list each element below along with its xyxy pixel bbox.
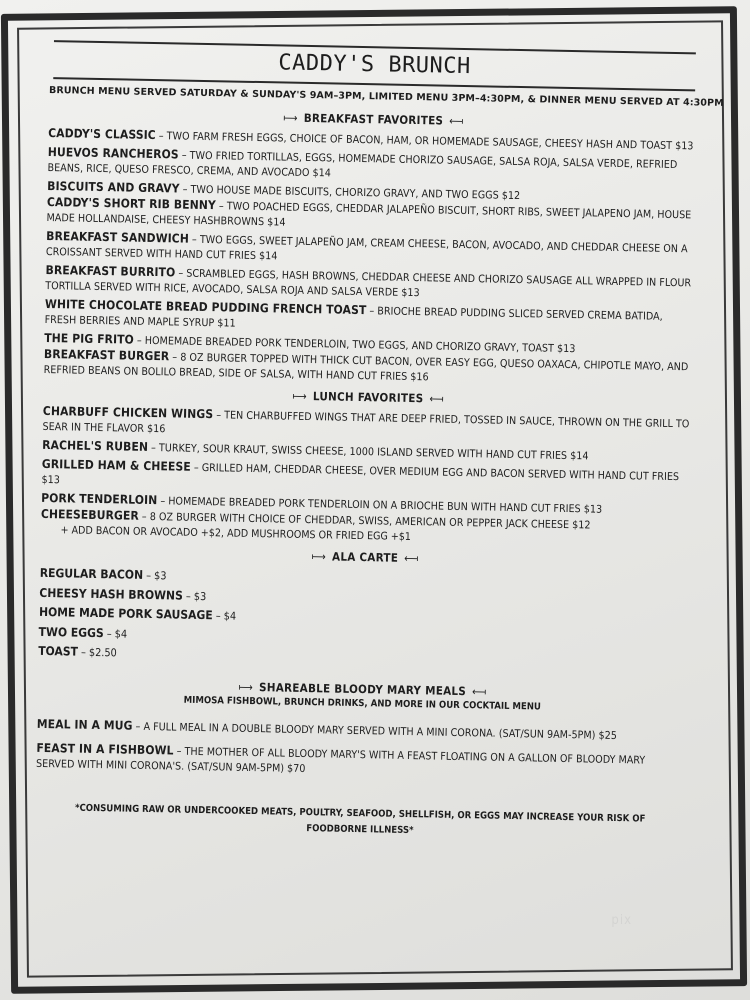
item-description: – TURKEY, SOUR KRAUT, SWISS CHEESE, 1000 ISLAND SERVED WITH HAND CUT FRIES $14 (147, 441, 589, 463)
item-name: MEAL IN A MUG (36, 716, 133, 733)
arrow-left-icon: ⟻ (404, 551, 419, 566)
section-subheading: MIMOSA FISHBOWL, BRUNCH DRINKS, AND MORE IN OUR COCKTAIL MENU (183, 694, 542, 713)
section-heading-breakfast: ⟼ BREAKFAST FAVORITES ⟻ (283, 110, 464, 128)
arrow-left-icon: ⟻ (449, 114, 464, 128)
service-hours: BRUNCH MENU SERVED SATURDAY & SUNDAY'S 9AM–3PM, LIMITED MENU 3PM–4:30PM, & DINNER MENU SERVED AT 4:30PM (48, 84, 724, 109)
health-notice: *CONSUMING RAW OR UNDERCOOKED MEATS, POULTRY, SEAFOOD, SHELLFISH, OR EGGS MAY INCREASE YOUR RISK OF FOODBORNE ILLNESS* (74, 802, 646, 836)
item-description: – TWO POACHED EGGS, CHEDDAR JALAPEÑO BISCUIT, SHORT RIBS, SWEET JALAPENO JAM, HOUSE MADE HOLLANDAISE, CHEESY HASHBROWNS $14 (46, 200, 692, 229)
section-heading-lunch: ⟼ LUNCH FAVORITES ⟻ (292, 389, 445, 406)
item-description: – TWO EGGS, SWEET JALAPEÑO JAM, CREAM CHEESE, BACON, AVOCADO, AND CHEDDAR CHEESE ON A CROISSANT SERVED WITH HAND CUT FRIES $14 (45, 233, 688, 263)
section-heading-ala-carte: ⟼ ALA CARTE ⟻ (311, 549, 419, 566)
section-heading-bloody-mary: ⟼ SHAREABLE BLOODY MARY MEALS ⟻ (238, 679, 487, 699)
item-name: HUEVOS RANCHEROS (47, 144, 179, 162)
item-name: RACHEL'S RUBEN (42, 437, 149, 454)
item-description: – HOMEMADE BREADED PORK TENDERLOIN, TWO EGGS, AND CHORIZO GRAVY, TOAST $13 (133, 334, 576, 356)
item-description: – 8 OZ BURGER TOPPED WITH THICK CUT BACON, OVER EASY EGG, QUESO OAXACA, CHIPOTLE MAYO, AND REFRIED BEANS ON BOLILO BREAD, SIDE OF SALSA, WITH HAND CUT FRIES $16 (43, 351, 689, 384)
item-description: – TEN CHARBUFFED WINGS THAT ARE DEEP FRIED, TOSSED IN SAUCE, THROWN ON THE GRILL TO SEAR IN THE FLAVOR $16 (42, 409, 690, 436)
item-price: – $4 (212, 609, 237, 623)
item-name: THE PIG FRITO (44, 330, 135, 347)
arrow-left-icon: ⟻ (471, 684, 487, 699)
item-name: HOME MADE PORK SAUSAGE (38, 604, 213, 623)
item-name: CHEESEBURGER (40, 506, 139, 523)
arrow-left-icon: ⟻ (429, 392, 445, 406)
item-name: BREAKFAST BURGER (43, 346, 170, 364)
item-name: GRILLED HAM & CHEESE (41, 456, 191, 474)
watermark: pix (611, 913, 632, 928)
item-description: – GRILLED HAM, CHEDDAR CHEESE, OVER MEDIUM EGG AND BACON SERVED WITH HAND CUT FRIES $13 (41, 461, 680, 487)
item-description: – TWO HOUSE MADE BISCUITS, CHORIZO GRAVY, AND TWO EGGS $12 (179, 183, 521, 203)
add-on-note: + ADD BACON OR AVOCADO +$2, ADD MUSHROOMS OR FRIED EGG +$1 (60, 524, 412, 544)
item-name: BREAKFAST BURRITO (45, 262, 176, 280)
menu-content (35, 40, 724, 844)
item-name: TOAST (38, 643, 79, 659)
item-price: – $4 (103, 626, 128, 641)
page-title: CADDY'S BRUNCH (278, 50, 472, 80)
item-name: REGULAR BACON (39, 565, 144, 582)
item-description: – 8 OZ BURGER WITH CHOICE OF CHEDDAR, SWISS, AMERICAN OR PEPPER JACK CHEESE $12 (138, 510, 591, 532)
item-name: CHEESY HASH BROWNS (39, 585, 183, 603)
menu-item (36, 740, 686, 783)
arrow-right-icon: ⟼ (311, 550, 327, 564)
item-name: CADDY'S CLASSIC (48, 125, 156, 143)
item-name: BREAKFAST SANDWICH (46, 228, 190, 246)
item-price: – $2.50 (77, 645, 117, 660)
arrow-right-icon: ⟼ (238, 680, 254, 694)
item-name: WHITE CHOCOLATE BREAD PUDDING FRENCH TOAST (44, 296, 367, 318)
item-name: PORK TENDERLOIN (41, 490, 158, 508)
item-description: – SCRAMBLED EGGS, HASH BROWNS, CHEDDAR CHEESE AND CHORIZO SAUSAGE ALL WRAPPED IN FLOUR TORTILLA SERVED WITH RICE, AVOCADO, SALSA ROJA AND SALSA VERDE $13 (45, 267, 692, 300)
item-description: – THE MOTHER OF ALL BLOODY MARY'S WITH A FEAST FLOATING ON A GALLON OF BLOODY MARY SERVED WITH MINI CORONA'S. (SAT/SUN 9AM-5PM) $70 (35, 745, 646, 775)
item-name: CHARBUFF CHICKEN WINGS (42, 403, 214, 422)
item-description: – TWO FRIED TORTILLAS, EGGS, HOMEMADE CHORIZO SAUSAGE, SALSA ROJA, SALSA VERDE, REFRIED BEANS, RICE, QUESO FRESCO, CREMA, AND AVOCADO $14 (47, 149, 678, 180)
item-description: – A FULL MEAL IN A DOUBLE BLOODY MARY SERVED WITH A MINI CORONA. (SAT/SUN 9AM-5PM) $25 (132, 720, 617, 742)
menu-item (37, 716, 687, 744)
item-name: TWO EGGS (38, 624, 104, 640)
item-name: FEAST IN A FISHBOWL (36, 740, 174, 758)
item-name: BISCUITS AND GRAVY (47, 178, 180, 196)
item-price: – $3 (182, 589, 207, 603)
item-description: – HOMEMADE BREADED PORK TENDERLOIN ON A BRIOCHE BUN WITH HAND CUT FRIES $13 (157, 495, 603, 516)
item-description: – BRIOCHE BREAD PUDDING SLICED SERVED CREMA BATIDA, FRESH BERRIES AND MAPLE SYRUP $11 (44, 305, 663, 330)
item-price: – $3 (142, 568, 167, 583)
item-description: – TWO FARM FRESH EGGS, CHOICE OF BACON, HAM, OR HOMEMADE SAUSAGE, CHEESY HASH AND TOAST $13 (155, 130, 694, 153)
arrow-right-icon: ⟼ (292, 389, 308, 403)
item-name: CADDY'S SHORT RIB BENNY (46, 194, 216, 213)
arrow-right-icon: ⟼ (283, 111, 298, 125)
